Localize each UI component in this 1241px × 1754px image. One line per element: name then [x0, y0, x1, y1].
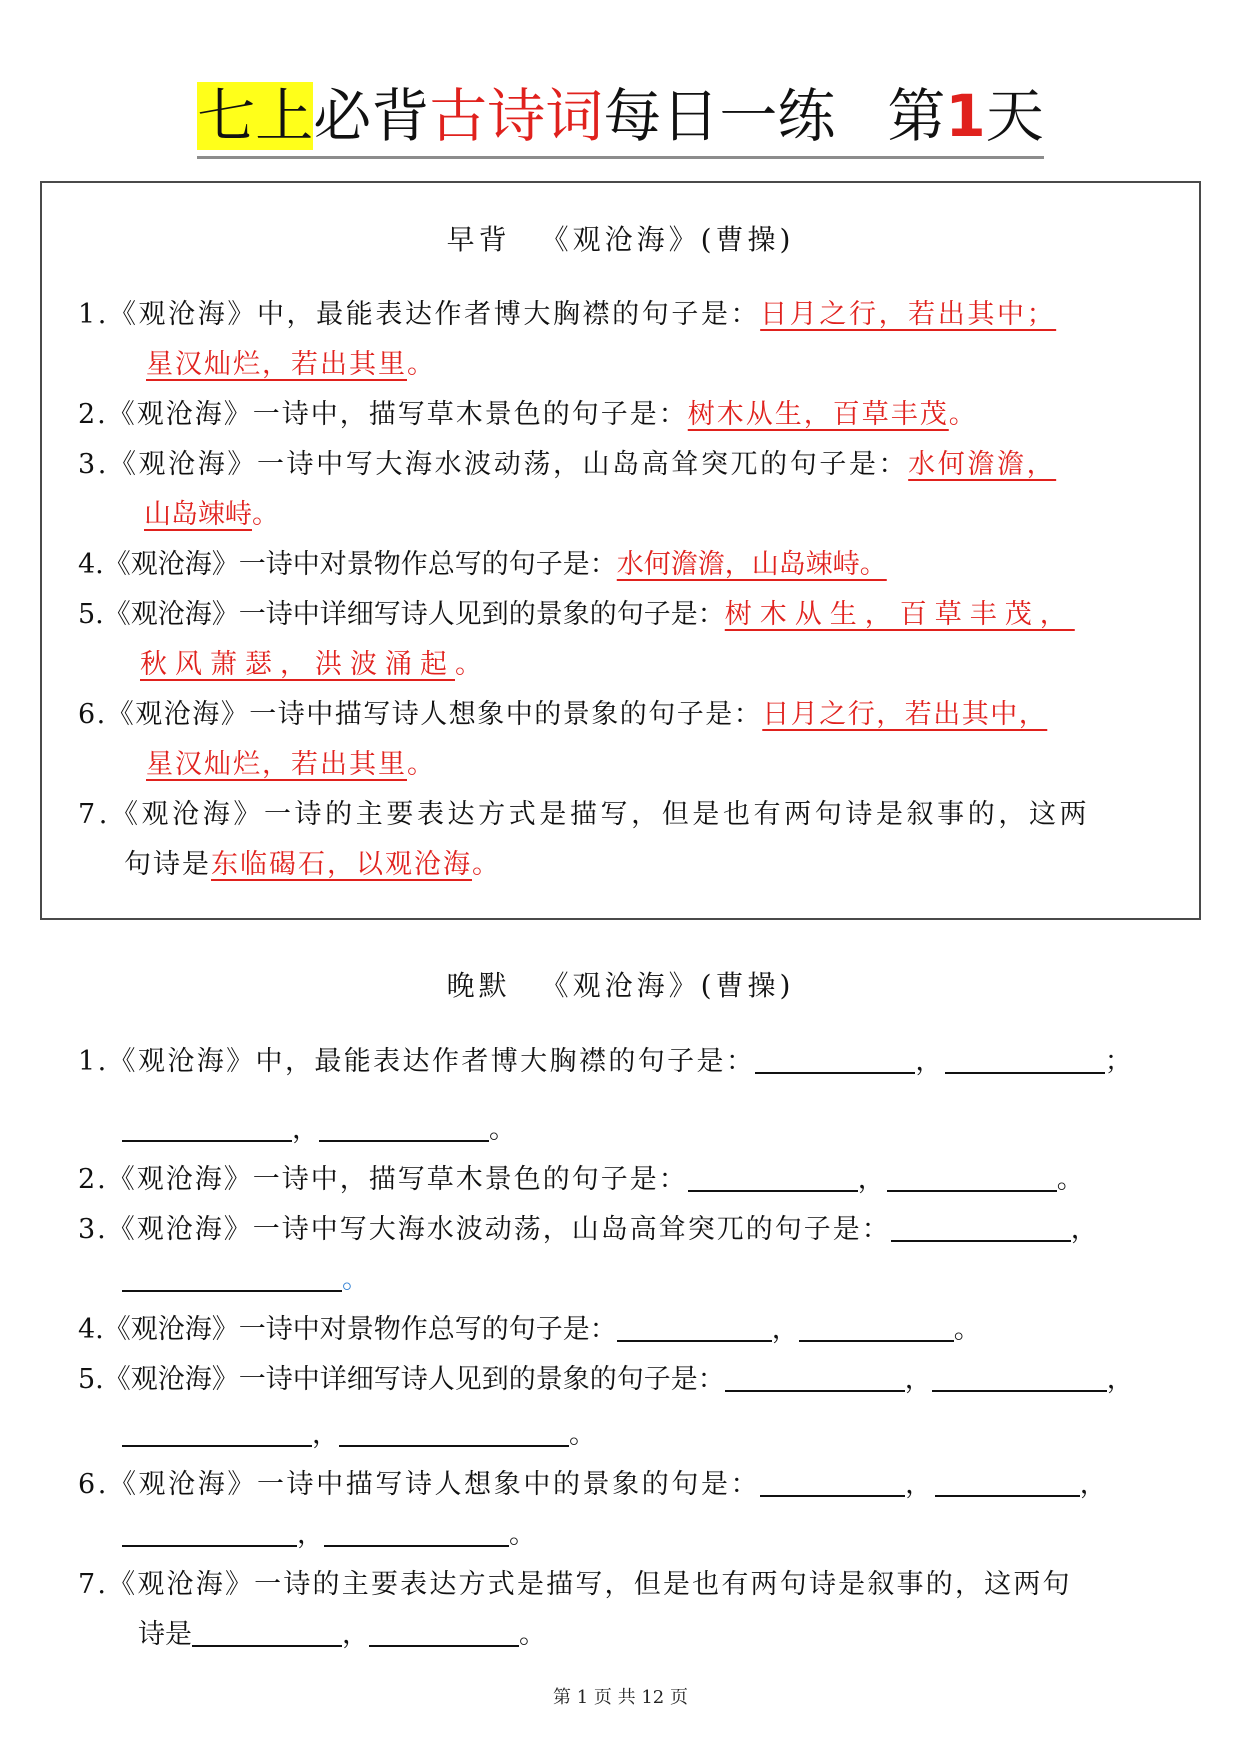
fill-blank[interactable]: [688, 1164, 858, 1192]
morning-q6: 6.《观沧海》一诗中描写诗人想象中的景象的句子是：日月之行，若出其中，: [78, 699, 1048, 730]
morning-q1-cont: 星汉灿烂，若出其里。: [146, 349, 436, 380]
morning-q3: 3.《观沧海》一诗中写大海水波动荡，山岛高耸突兀的句子是：水何澹澹，: [78, 449, 1057, 480]
fill-blank[interactable]: [935, 1469, 1080, 1497]
morning-q2: 2.《观沧海》一诗中，描写草木景色的句子是：树木从生，百草丰茂。: [78, 399, 978, 430]
fill-blank[interactable]: [617, 1314, 772, 1342]
fill-blank[interactable]: [887, 1164, 1057, 1192]
title-day-number: 1: [945, 82, 986, 150]
evening-q3: 3.《观沧海》一诗中写大海水波动荡，山岛高耸突兀的句子是： ，: [78, 1214, 1100, 1245]
title-highlight: 七上: [197, 82, 314, 150]
evening-q7: 7.《观沧海》一诗的主要表达方式是描写，但是也有两句诗是叙事的，这两句: [78, 1569, 1072, 1600]
fill-blank[interactable]: [122, 1519, 297, 1547]
fill-blank[interactable]: [932, 1364, 1107, 1392]
morning-q5-cont: 秋风萧瑟，洪波涌起。: [140, 649, 490, 680]
morning-q1: 1.《观沧海》中，最能表达作者博大胸襟的句子是：日月之行，若出其中；: [78, 299, 1057, 330]
fill-blank[interactable]: [760, 1469, 905, 1497]
answer-text: 秋风萧瑟，洪波涌起: [140, 649, 455, 680]
title-red-text: 古诗词: [429, 82, 604, 150]
title-text: 必背: [313, 82, 430, 150]
fill-blank[interactable]: [339, 1419, 569, 1447]
evening-q5: 5.《观沧海》一诗中详细写诗人见到的景象的句子是： ， ，: [78, 1364, 1134, 1395]
fill-blank[interactable]: [192, 1619, 342, 1647]
page-title: [0, 78, 1241, 159]
answer-text: 山岛竦峙: [144, 499, 252, 530]
fill-blank[interactable]: [945, 1046, 1105, 1074]
answer-text: 东临碣石，以观沧海: [211, 849, 472, 880]
morning-q7-cont: 句诗是东临碣石，以观沧海。: [124, 849, 501, 880]
title-text-2: 每日一练: [603, 82, 836, 150]
fill-blank[interactable]: [799, 1314, 954, 1342]
morning-q7: 7.《观沧海》一诗的主要表达方式是描写，但是也有两句诗是叙事的，这两: [78, 799, 1091, 830]
answer-text: 日月之行，若出其中；: [760, 299, 1057, 330]
title-day-suffix: 天: [985, 82, 1044, 150]
title-day-prefix: 第: [887, 82, 946, 150]
fill-blank[interactable]: [319, 1114, 489, 1142]
morning-q3-cont: 山岛竦峙。: [144, 499, 279, 530]
answer-text: 树木从生，百草丰茂: [687, 399, 949, 430]
evening-q7-cont: 诗是 ， 。: [138, 1619, 546, 1650]
fill-blank[interactable]: [122, 1114, 292, 1142]
evening-q2: 2.《观沧海》一诗中，描写草木景色的句子是： ， 。: [78, 1164, 1086, 1195]
fill-blank[interactable]: [369, 1619, 519, 1647]
answer-text: 水何澹澹，: [908, 449, 1057, 480]
evening-q3-cont: 。: [122, 1262, 369, 1298]
fill-blank[interactable]: [725, 1364, 905, 1392]
evening-q6: 6.《观沧海》一诗中描写诗人想象中的景象的句是： ， ，: [78, 1469, 1110, 1500]
fill-blank[interactable]: [324, 1519, 509, 1547]
answer-text: 树木从生，百草丰茂，: [724, 599, 1075, 630]
evening-q4: 4.《观沧海》一诗中对景物作总写的句子是： ， 。: [78, 1314, 981, 1345]
fill-blank[interactable]: [755, 1046, 915, 1074]
morning-q6-cont: 星汉灿烂，若出其里。: [146, 749, 436, 780]
answer-text: 水何澹澹，山岛竦峙。: [616, 549, 887, 580]
evening-q5-cont: ， 。: [122, 1417, 596, 1453]
answer-text: 星汉灿烂，若出其里: [146, 749, 407, 780]
morning-q5: 5.《观沧海》一诗中详细写诗人见到的景象的句子是：树木从生，百草丰茂，: [78, 599, 1075, 630]
evening-q6-cont: ， 。: [122, 1517, 536, 1553]
evening-q1-cont: ， 。: [122, 1112, 516, 1148]
answer-text: 日月之行，若出其中，: [762, 699, 1048, 730]
answer-text: 星汉灿烂，若出其里: [146, 349, 407, 380]
fill-blank[interactable]: [122, 1264, 342, 1292]
morning-heading: 早背 《观沧海》(曹操): [446, 223, 795, 256]
page-footer: 第 1 页 共 12 页: [553, 1687, 688, 1708]
fill-blank[interactable]: [122, 1419, 312, 1447]
fill-blank[interactable]: [891, 1214, 1071, 1242]
evening-heading: 晚默 《观沧海》(曹操): [446, 969, 795, 1002]
evening-q1: 1.《观沧海》中，最能表达作者博大胸襟的句子是： ， ；: [78, 1046, 1135, 1077]
morning-q4: 4.《观沧海》一诗中对景物作总写的句子是：水何澹澹，山岛竦峙。: [78, 549, 887, 580]
